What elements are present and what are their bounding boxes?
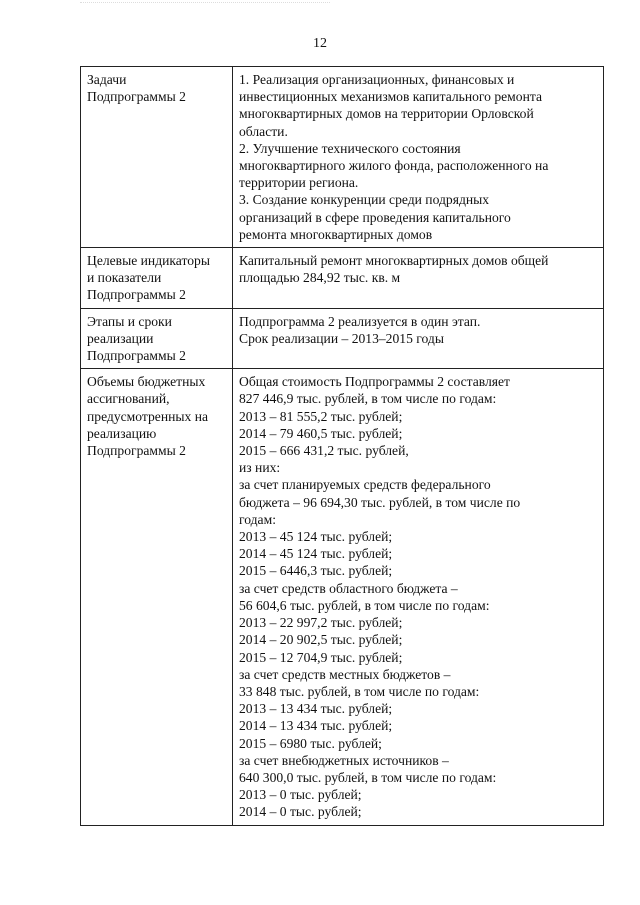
row-content-line: 2014 – 13 434 тыс. рублей; — [239, 718, 393, 734]
row-content-cell — [233, 67, 604, 248]
row-content-cell — [233, 248, 604, 309]
row-label-line: Целевые индикаторы — [87, 253, 210, 269]
table-row — [81, 248, 604, 309]
row-content-line: Срок реализации – 2013–2015 годы — [239, 330, 444, 346]
row-label-line: Подпрограммы 2 — [87, 287, 186, 303]
row-content-line: области. — [239, 123, 288, 139]
row-label-cell — [81, 308, 233, 369]
row-content-line: территории региона. — [239, 175, 359, 191]
row-content-line: 2014 – 45 124 тыс. рублей; — [239, 546, 393, 562]
page-number: 12 — [313, 36, 327, 51]
row-content-cell — [233, 308, 604, 369]
row-content-line: ремонта многоквартирных домов — [239, 226, 433, 242]
row-label-line: Подпрограммы 2 — [87, 348, 186, 364]
row-content-line: 56 604,6 тыс. рублей, в том числе по годам: — [239, 597, 490, 613]
row-content-line: Общая стоимость Подпрограммы 2 составляет — [239, 374, 510, 390]
row-content-line: 2014 – 79 460,5 тыс. рублей; — [239, 425, 403, 441]
row-label-line: Подпрограммы 2 — [87, 443, 186, 459]
scan-artifact — [80, 2, 330, 9]
row-content-line: 2013 – 0 тыс. рублей; — [239, 787, 362, 803]
row-content-line: 1. Реализация организационных, финансовых и — [239, 72, 515, 87]
table-row — [81, 67, 604, 248]
row-content-line: за счет планируемых средств федерального — [239, 477, 491, 493]
row-content-line: 2015 – 12 704,9 тыс. рублей; — [239, 649, 403, 665]
row-content-line: 2013 – 81 555,2 тыс. рублей; — [239, 408, 403, 424]
row-content-line: многоквартирного жилого фонда, расположенного на — [239, 158, 549, 174]
row-content-cell — [233, 369, 604, 825]
row-label-line: и показатели — [87, 270, 162, 286]
row-label-cell — [81, 67, 233, 248]
row-content-line: 2014 – 0 тыс. рублей; — [239, 804, 362, 820]
row-content-line: 33 848 тыс. рублей, в том числе по годам: — [239, 683, 480, 699]
row-content-line: годам: — [239, 511, 276, 527]
row-label-cell — [81, 248, 233, 309]
row-label-cell — [81, 369, 233, 825]
row-content-line: площадью 284,92 тыс. кв. м — [239, 270, 401, 286]
row-content-line: 640 300,0 тыс. рублей, в том числе по годам: — [239, 769, 497, 785]
row-content-line: 2. Улучшение технического состояния — [239, 140, 461, 156]
row-content-line: 2015 – 6980 тыс. рублей; — [239, 735, 382, 751]
row-content-line: 2013 – 45 124 тыс. рублей; — [239, 529, 393, 545]
row-content-line: 2013 – 22 997,2 тыс. рублей; — [239, 615, 403, 631]
row-label-line: реализации — [87, 330, 154, 346]
row-content-line: Подпрограмма 2 реализуется в один этап. — [239, 313, 481, 329]
row-content-line: 2015 – 666 431,2 тыс. рублей, — [239, 443, 409, 459]
row-label-line: предусмотренных на — [87, 408, 209, 424]
row-label-line: Объемы бюджетных — [87, 374, 206, 390]
table-row — [81, 369, 604, 825]
row-content-line: организаций в сфере проведения капитального — [239, 209, 511, 225]
row-content-line: из них: — [239, 460, 281, 476]
row-content-line: 3. Создание конкуренции среди подрядных — [239, 192, 490, 208]
table-row — [81, 308, 604, 369]
passport-table — [80, 66, 604, 826]
row-content-line: 827 446,9 тыс. рублей, в том числе по годам: — [239, 391, 497, 407]
row-label-line: реализацию — [87, 425, 157, 441]
row-content-line: 2013 – 13 434 тыс. рублей; — [239, 701, 393, 717]
row-content-line: за счет средств местных бюджетов – — [239, 666, 451, 682]
row-label-line: Подпрограммы 2 — [87, 89, 186, 105]
row-content-line: бюджета – 96 694,30 тыс. рублей, в том числе по — [239, 494, 521, 510]
row-content-line: за счет внебюджетных источников – — [239, 752, 449, 768]
row-content-line: 2014 – 20 902,5 тыс. рублей; — [239, 632, 403, 648]
row-content-line: многоквартирных домов на территории Орловской — [239, 106, 534, 122]
row-content-line: 2015 – 6446,3 тыс. рублей; — [239, 563, 393, 579]
row-label-line: Этапы и сроки — [87, 313, 172, 329]
row-content-line: за счет средств областного бюджета – — [239, 580, 458, 596]
row-content-line: Капитальный ремонт многоквартирных домов общей — [239, 253, 549, 269]
row-label-line: Задачи — [87, 72, 127, 87]
row-label-line: ассигнований, — [87, 391, 170, 407]
row-content-line: инвестиционных механизмов капитального ремонта — [239, 89, 542, 105]
